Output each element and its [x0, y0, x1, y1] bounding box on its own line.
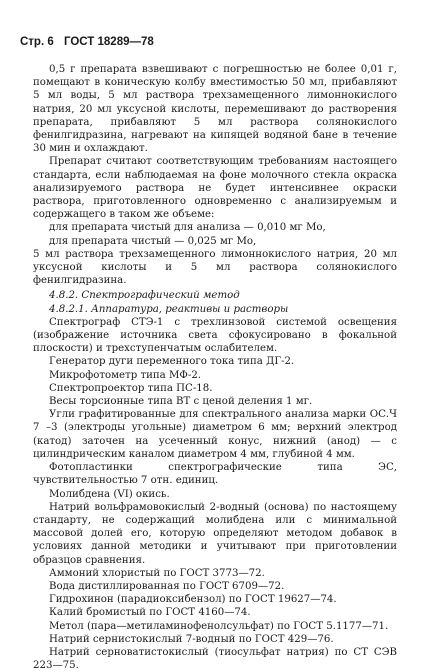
paragraph: Вода дистиллированная по ГОСТ 6709—72.	[49, 580, 285, 592]
paragraph: Генератор дуги переменного тока типа ДГ-2.	[49, 356, 295, 368]
paragraph: Калий бромистый по ГОСТ 4160—74.	[49, 607, 251, 619]
paragraph: Спектропроектор типа ПС-18.	[49, 382, 213, 394]
standard-code: ГОСТ 18289—78	[63, 36, 154, 48]
paragraph: Фотопластинки спектрографические типа ЭС, чувствительностью 7 отн. единиц.	[33, 462, 397, 487]
page-number: Стр. 6	[20, 36, 54, 48]
section-heading: 4.8.2. Спектрографический метод	[49, 290, 240, 302]
paragraph: Весы торсионные типа ВТ с ценой деления 1 мг.	[49, 396, 313, 408]
paragraph: Метол (пара—метиламинофенолсульфат) по ГОСТ 5.1177—71.	[49, 620, 389, 632]
paragraph: Угли графитированные для спектрального анализа марки ОС.Ч 7 –3 (электроды угольные) диаметром 6 мм; верхний электрод (катод) заточен на усеченный конус, нижний (анод) — с цилиндрическим каналом диаметром 4 мм, глубиной 4 мм.	[33, 409, 397, 460]
paragraph: Микрофотометр типа МФ-2.	[49, 369, 202, 381]
list-item: для препарата чистый — 0,025 мг Mo,	[49, 235, 257, 247]
paragraph: Спектрограф СТЭ-1 с трехлинзовой системой освещения (изображение источника света сфокусировано в фокальной плоскости) и трехступенчатым ослабителем.	[33, 316, 397, 355]
document-body	[33, 63, 397, 672]
paragraph: Натрий серноватистокислый (тиосульфат натрия) по СТ СЭВ 223—75.	[33, 646, 397, 672]
subsection-heading: 4.8.2.1. Аппаратура, реактивы и растворы	[49, 303, 289, 315]
paragraph: Натрий вольфрамовокислый 2-водный (основа) по настоящему стандарту, не содержащий молибдена или с минимальной массовой долей его, которую определяют методом добавок в условиях данной методики и учитывают при приготовлении образцов сравнения.	[33, 501, 397, 566]
paragraph: Гидрохинон (парадиоксибензол) по ГОСТ 19627—74.	[49, 594, 337, 606]
list-item: для препарата чистый для анализа — 0,010 мг Mo,	[49, 222, 326, 234]
paragraph: Аммоний хлористый по ГОСТ 3773—72.	[49, 567, 265, 579]
paragraph: Препарат считают соответствующим требованиям настоящего стандарта, если наблюдаемая на фоне молочного стекла окраска анализируемого раствора не будет интенсивнее окраски раствора, приготовленного одновременно с анализируемым и содержащего в таком же объеме:	[33, 156, 397, 221]
paragraph: Натрий сернистокислый 7-водный по ГОСТ 429—76.	[49, 633, 334, 645]
page-header	[20, 36, 161, 48]
paragraph: 0,5 г препарата взвешивают с погрешностью не более 0,01 г, помещают в коническую колбу вместимостью 50 мл, прибавляют 5 мл воды, 5 мл раствора трехзамещенного лимоннокислого натрия, 20 мл уксусной кислоты, перемешивают до растворения препарата, прибавляют 5 мл раствора солянокислого фенилгидразина, нагревают на кипящей водяной бане в течение 30 мин и охлаждают.	[33, 64, 397, 155]
paragraph: Молибдена (VI) окись.	[49, 488, 170, 500]
paragraph: 5 мл раствора трехзамещенного лимоннокислого натрия, 20 мл уксусной кислоты и 5 мл раствора солянокислого фенилгидразина.	[33, 248, 397, 287]
